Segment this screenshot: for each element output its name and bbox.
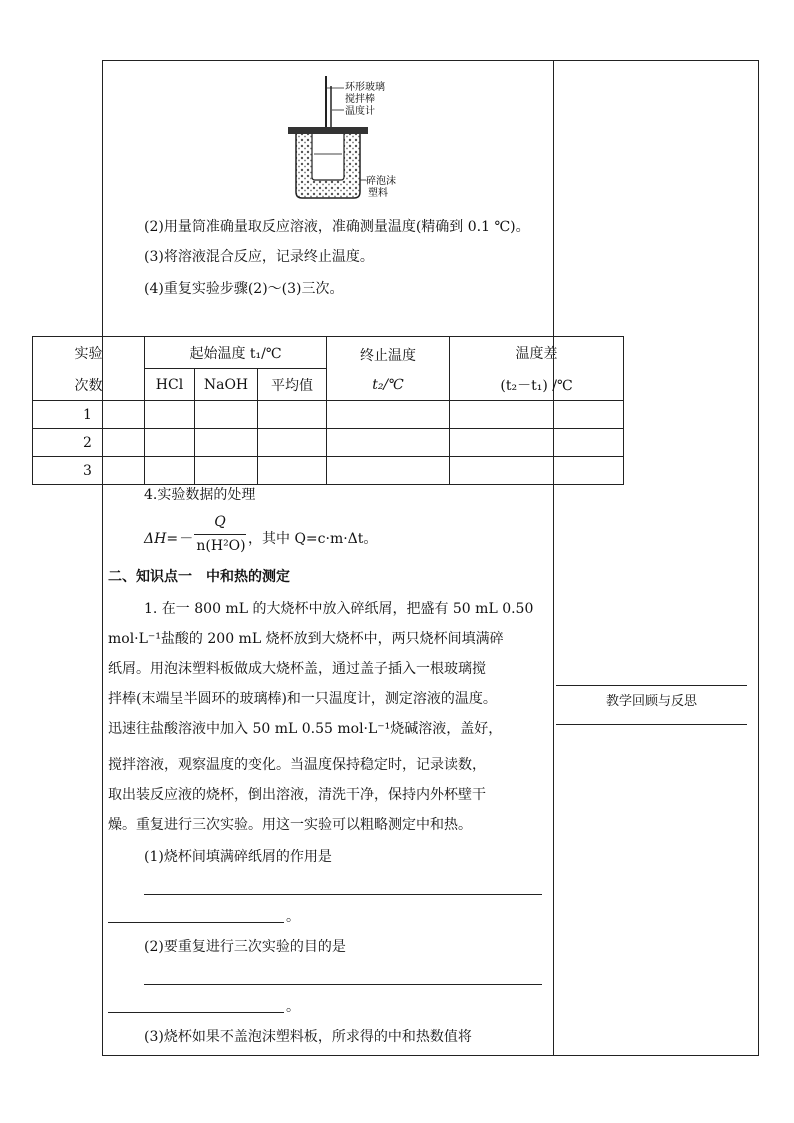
sidebar-rule-bottom: [556, 724, 747, 725]
header-end-line1: 终止温度: [360, 347, 416, 364]
row-number: 3: [33, 457, 145, 485]
question-3: (3)烧杯如果不盖泡沫塑料板，所求得的中和热数值将: [144, 1029, 472, 1045]
formula-left: ΔH=－: [144, 531, 193, 547]
table-row: [33, 429, 624, 457]
header-hcl: HCl: [145, 369, 195, 401]
sidebar-label: 教学回顾与反思: [605, 694, 697, 709]
answer-blank[interactable]: [108, 1012, 284, 1013]
row-number: 1: [33, 401, 145, 429]
question-2: (2)要重复进行三次实验的目的是: [144, 939, 346, 955]
paragraph-line: 搅拌溶液，观察温度的变化。当温度保持稳定时，记录读数，: [108, 757, 486, 773]
step-4: (4)重复实验步骤(2)～(3)三次。: [144, 281, 344, 297]
paragraph-line: 迅速往盐酸溶液中加入 50 mL 0.55 mol·L⁻¹烧碱溶液，盖好，: [108, 721, 503, 737]
label-plastic: 塑料: [368, 188, 388, 199]
section-heading: 二、知识点一 中和热的测定: [108, 569, 290, 585]
label-glass-ring: 环形玻璃: [345, 82, 385, 93]
fraction-bar: [194, 534, 246, 535]
paragraph-line: 燥。重复进行三次实验。用这一实验可以粗略测定中和热。: [108, 817, 472, 833]
step-2: (2)用量筒准确量取反应溶液，准确测量温度(精确到 0.1 ℃)。: [144, 219, 530, 235]
paragraph-line: 取出装反应液的烧杯，倒出溶液，清洗干净，保持内外杯壁干: [108, 787, 486, 803]
column-divider: [553, 60, 554, 1056]
calorimeter-diagram: [282, 72, 402, 204]
header-naoh: NaOH: [195, 369, 258, 401]
page-frame: [102, 60, 759, 1056]
paragraph-line: 纸屑。用泡沫塑料板做成大烧杯盖，通过盖子插入一根玻璃搅: [108, 661, 486, 677]
answer-blank[interactable]: [144, 894, 542, 895]
header-diff-line2: (t₂－t₁) /℃: [500, 377, 573, 394]
header-diff-line1: 温度差: [515, 345, 558, 362]
table-row: [33, 401, 624, 429]
data-processing-title: 4.实验数据的处理: [144, 487, 256, 503]
header-experiment: [33, 337, 145, 401]
answer-blank[interactable]: [108, 922, 284, 923]
formula-right: ，其中 Q=c·m·Δt。: [248, 531, 378, 547]
header-experiment-line2: 次数: [74, 377, 103, 394]
formula-denominator: n(H²O): [196, 538, 246, 554]
question-1: (1)烧杯间填满碎纸屑的作用是: [144, 849, 332, 865]
label-foam: 碎泡沫: [366, 176, 396, 187]
header-start-temp: 起始温度 t₁/℃: [145, 337, 327, 369]
table-row: [33, 457, 624, 485]
sidebar-rule-top: [556, 685, 747, 686]
paragraph-line: mol·L⁻¹盐酸的 200 mL 烧杯放到大烧杯中，两只烧杯间填满碎: [108, 631, 504, 647]
header-end-line2: t₂/℃: [372, 376, 404, 393]
label-stir-rod: 搅拌棒: [345, 94, 375, 105]
period: 。: [286, 909, 300, 925]
label-thermometer: 温度计: [345, 106, 375, 117]
row-number: 2: [33, 429, 145, 457]
paragraph-line: 1. 在一 800 mL 的大烧杯中放入碎纸屑，把盛有 50 mL 0.50: [144, 601, 534, 617]
paragraph-line: 拌棒(末端呈半圆环的玻璃棒)和一只温度计，测定溶液的温度。: [108, 691, 497, 707]
header-end-temp: [327, 337, 450, 401]
data-table: [32, 336, 624, 485]
answer-blank[interactable]: [144, 984, 542, 985]
header-experiment-line1: 实验: [74, 345, 103, 362]
step-3: (3)将溶液混合反应，记录终止温度。: [144, 249, 374, 265]
formula-numerator: Q: [214, 514, 226, 530]
header-temp-diff: [450, 337, 624, 401]
period: 。: [286, 999, 300, 1015]
header-average: 平均值: [258, 369, 327, 401]
